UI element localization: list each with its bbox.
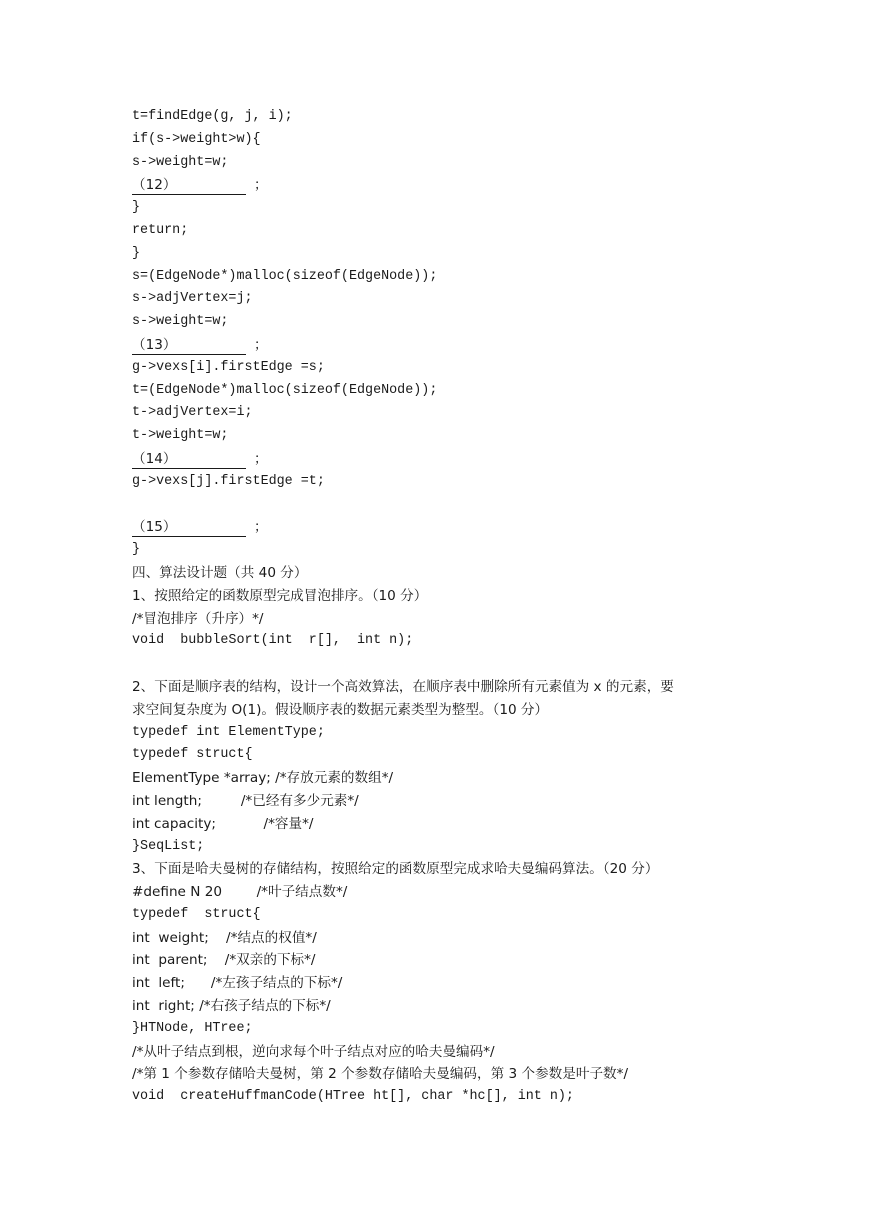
text-line: ElementType *array; /*存放元素的数组*/ [132, 770, 394, 787]
code-line: t->weight=w; [132, 428, 229, 444]
text-line: 3、下面是哈夫曼树的存储结构，按照给定的函数原型完成求哈夫曼编码算法。（20 分） [132, 861, 659, 878]
text-line: int parent; /*双亲的下标*/ [132, 952, 316, 969]
code-line: void createHuffmanCode(HTree ht[], char *hc[], int n); [132, 1089, 574, 1105]
fill-in-blank [132, 334, 772, 357]
fill-in-blank [132, 448, 772, 471]
code-line: s->weight=w; [132, 314, 229, 330]
empty-line [132, 494, 772, 517]
text-line: 四、算法设计题（共 40 分） [132, 564, 308, 581]
blank-tail: ； [254, 336, 268, 353]
code-line: } [132, 542, 141, 558]
code-line: t=(EdgeNode*)malloc(sizeof(EdgeNode)); [132, 382, 438, 398]
text-line: /*冒泡排序（升序）*/ [132, 610, 264, 627]
blank-number: （13） [132, 337, 246, 355]
code-line: }SeqList; [132, 838, 205, 854]
empty-line [132, 653, 772, 676]
code-line: }HTNode, HTree; [132, 1020, 253, 1036]
blank-tail: ； [254, 450, 268, 467]
text-line: 求空间复杂度为 O(1)。假设顺序表的数据元素类型为整型。（10 分） [132, 701, 549, 718]
fill-in-blank [132, 174, 772, 197]
code-line: t->adjVertex=i; [132, 405, 253, 421]
text-line: 2、下面是顺序表的结构，设计一个高效算法，在顺序表中删除所有元素值为 x 的元素，要 [132, 678, 674, 695]
code-line: s->adjVertex=j; [132, 291, 253, 307]
fill-in-blank [132, 516, 772, 539]
code-line: } [132, 245, 141, 261]
text-line: 1、按照给定的函数原型完成冒泡排序。（10 分） [132, 587, 428, 604]
blank-tail: ； [254, 519, 268, 536]
code-line: s=(EdgeNode*)malloc(sizeof(EdgeNode)); [132, 268, 438, 284]
code-line: g->vexs[i].firstEdge =s; [132, 359, 325, 375]
code-line: typedef struct{ [132, 747, 253, 763]
blank-number: （14） [132, 451, 246, 469]
code-line: typedef struct{ [132, 906, 261, 922]
text-line: int weight; /*结点的权值*/ [132, 929, 317, 946]
text-line: int capacity; /*容量*/ [132, 815, 314, 832]
code-line: s->weight=w; [132, 154, 229, 170]
text-line: #define N 20 /*叶子结点数*/ [132, 884, 348, 901]
code-line: typedef int ElementType; [132, 724, 325, 740]
code-line: void bubbleSort(int r[], int n); [132, 633, 414, 649]
text-line: /*从叶子结点到根，逆向求每个叶子结点对应的哈夫曼编码*/ [132, 1043, 495, 1060]
text-line: int length; /*已经有多少元素*/ [132, 792, 359, 809]
code-line: } [132, 200, 141, 216]
blank-number: （15） [132, 519, 246, 537]
blank-tail: ； [254, 177, 268, 194]
code-line: return; [132, 222, 189, 238]
blank-number: （12） [132, 177, 246, 195]
text-line: /*第 1 个参数存储哈夫曼树，第 2 个参数存储哈夫曼编码，第 3 个参数是叶子数*/ [132, 1066, 629, 1083]
code-line: t=findEdge(g, j, i); [132, 109, 293, 124]
text-line: int right; /*右孩子结点的下标*/ [132, 998, 331, 1015]
code-line: g->vexs[j].firstEdge =t; [132, 473, 325, 489]
text-line: int left; /*左孩子结点的下标*/ [132, 975, 343, 992]
code-line: if(s->weight>w){ [132, 131, 261, 147]
document-page [132, 106, 772, 1109]
